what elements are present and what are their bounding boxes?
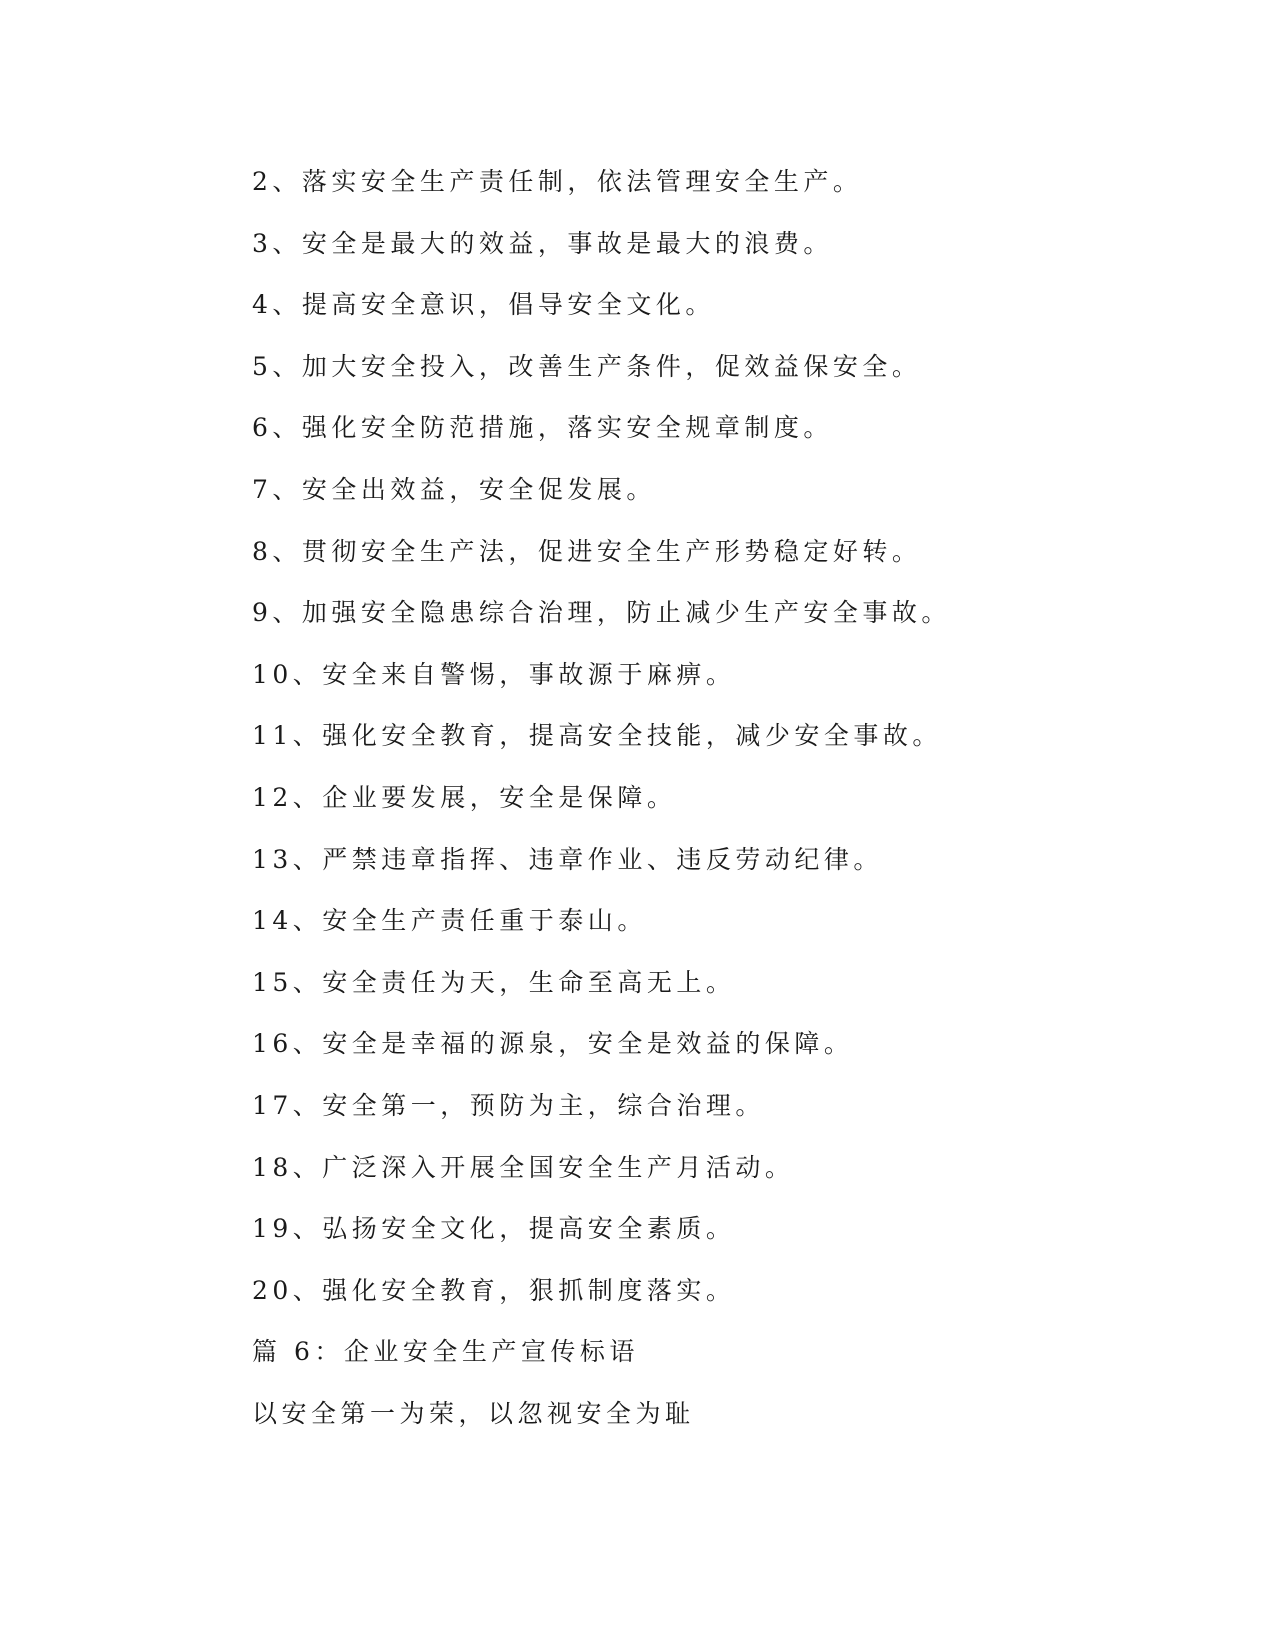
slogan-line: 17、安全第一，预防为主，综合治理。 bbox=[252, 1090, 765, 1120]
slogan-line: 2、落实安全生产责任制，依法管理安全生产。 bbox=[252, 167, 863, 196]
slogan-line: 11、强化安全教育，提高安全技能，减少安全事故。 bbox=[252, 721, 942, 751]
slogan-line: 15、安全责任为天，生命至高无上。 bbox=[252, 967, 736, 997]
slogan-line: 4、提高安全意识，倡导安全文化。 bbox=[252, 290, 715, 320]
slogan-line: 以安全第一为荣，以忽视安全为耻 bbox=[252, 1398, 695, 1428]
section-heading: 篇 6：企业安全生产宣传标语 bbox=[252, 1337, 639, 1367]
slogan-line: 10、安全来自警惕，事故源于麻痹。 bbox=[252, 659, 736, 689]
slogan-line: 16、安全是幸福的源泉，安全是效益的保障。 bbox=[252, 1029, 854, 1059]
slogan-line: 19、弘扬安全文化，提高安全素质。 bbox=[252, 1214, 736, 1244]
slogan-line: 18、广泛深入开展全国安全生产月活动。 bbox=[252, 1152, 795, 1182]
slogan-line: 20、强化安全教育，狠抓制度落实。 bbox=[252, 1275, 736, 1305]
slogan-line: 14、安全生产责任重于泰山。 bbox=[252, 906, 647, 936]
slogan-line: 5、加大安全投入，改善生产条件，促效益保安全。 bbox=[252, 351, 922, 381]
slogan-line: 9、加强安全隐患综合治理，防止减少生产安全事故。 bbox=[252, 598, 951, 628]
slogan-line: 3、安全是最大的效益，事故是最大的浪费。 bbox=[252, 228, 833, 258]
slogan-line: 13、严禁违章指挥、违章作业、违反劳动纪律。 bbox=[252, 844, 883, 874]
slogan-line: 8、贯彻安全生产法，促进安全生产形势稳定好转。 bbox=[252, 536, 922, 566]
slogan-list bbox=[252, 160, 1112, 1453]
slogan-line: 7、安全出效益，安全促发展。 bbox=[252, 474, 656, 504]
slogan-line: 12、企业要发展，安全是保障。 bbox=[252, 782, 677, 812]
slogan-line: 6、强化安全防范措施，落实安全规章制度。 bbox=[252, 413, 833, 443]
